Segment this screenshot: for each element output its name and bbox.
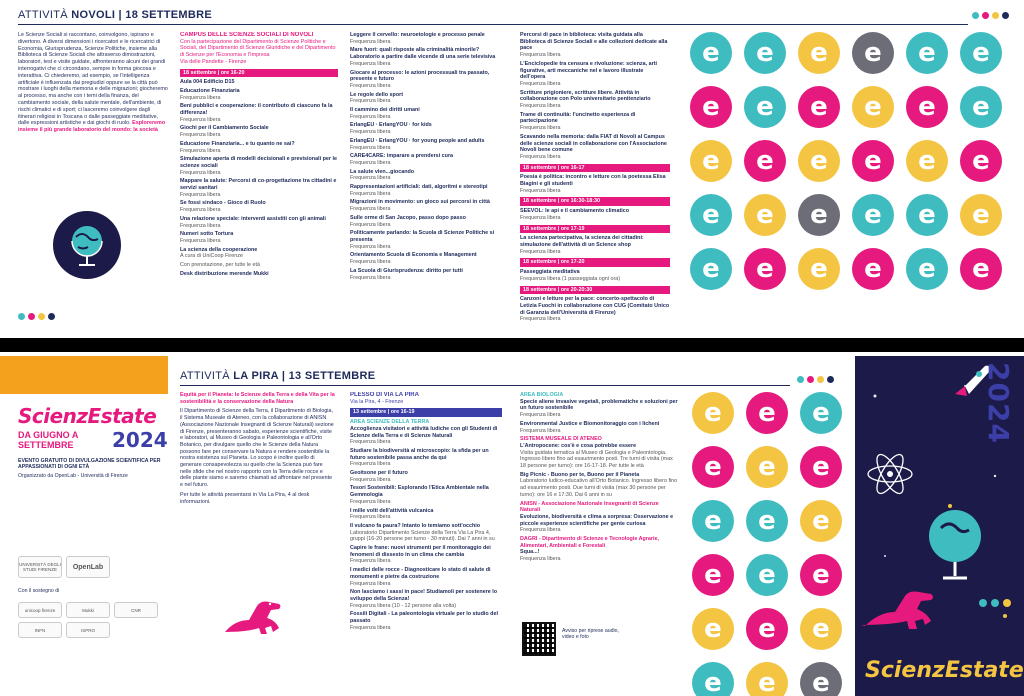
activity-item [180, 178, 338, 198]
activity-title: Squa...! [520, 549, 540, 556]
pattern-circle: e [800, 392, 842, 434]
orange-band [0, 356, 168, 394]
activity-subtitle: Frequenza libera [350, 439, 391, 446]
pattern-circle: e [692, 500, 734, 542]
activity-item [350, 523, 502, 543]
activity-item [180, 103, 338, 123]
pattern-grid [690, 32, 1002, 290]
activity-subtitle: Laboratorio Dipartimento Scienze della Terra Via La Pira 4, gruppi (16-20 persone per turno - 30 minuti). Dai 7 anni in su [350, 529, 495, 543]
unifi-logo: UNIVERSITÀ DEGLI STUDI FIRENZE [18, 556, 62, 578]
activity-subtitle: Frequenza libera [520, 103, 561, 110]
activity-subtitle: Frequenza libera [520, 125, 561, 132]
activity-title: Una relazione speciale: interventi assistiti con gli animali [180, 215, 326, 222]
activity-title: CARE4CARE: imparare a prendersi cura [350, 153, 454, 160]
pattern-circle: e [744, 194, 786, 236]
activity-subtitle: Frequenza libera [520, 527, 561, 534]
lapira-panel [0, 352, 1024, 696]
activity-subtitle: Frequenza libera [520, 187, 561, 194]
activity-subtitle: Frequenza libera (10 - 12 persone alla volta) [350, 602, 457, 609]
brand-dates: DA GIUGNO A SETTEMBRE [18, 430, 78, 450]
pattern-circle: e [800, 554, 842, 596]
pattern-circle: e [746, 608, 788, 650]
novoli-col3-list [350, 32, 505, 322]
activity-subtitle: Frequenza libera [180, 169, 221, 176]
activity-title: Mappare la salute: Percorsi di co-progettazione tra cittadini e servizi sanitari [180, 178, 337, 192]
activity-item [350, 70, 505, 90]
activity-item [520, 61, 670, 88]
activity-subtitle: A cura di UniCoop Firenze [180, 253, 243, 260]
activity-item [520, 443, 680, 470]
activity-title: L'Enciclopedie tra censura e rivoluzione: scienza, arti figurative, arti meccaniche nel e lavoro illustrate dell'opera [520, 60, 657, 81]
lapira-col3: AREA BIOLOGIA Specie aliene invasive vegetali, problematiche e soluzioni per un futuro sostenibile Frequenza libera Environmental Justice e Biomonitoraggio con i licheni Frequenza libera SISTEMA MUSEALE DI ATENEO L'Antropocene: cos'è e cosa potrebbe essere Visita guidata tematica al Museo di Geologia e Paleontologia. Ingresso libero fino ad esaurimento posti. Tre turni di visita (max 18 persone per turno): ore 16-17-18. Per tutte le età Big Picnic - Buono per te, Buono per il Pianeta Laboratorio ludico-educativo all'Orto Botanico. Ingresso libero fino ad esaurimento posti. Due turni di visita (max 30 persone per turno): ore 16 e 17:30. Dai 6 anni in su ANISN - Associazione Nazionale Insegnanti di Scienze Naturali Evoluzione, biodiversità e clima a sorpresa: Osservazione e piccole esperienze scientifiche per gente curiosa Frequenza libera DAGRI - Dipartimento di Scienze e Tecnologie Agrarie, Alimentari, Ambientali e Forestali Squa...! Frequenza libera [520, 392, 680, 622]
sponsor-label: Con il sostegno di [18, 588, 60, 594]
activity-title: Sulle orme di San Jacopo, passo dopo passo [350, 214, 466, 221]
poster-cover [855, 356, 1024, 696]
activity-title: Politicamente parlando: la Scuola di Scienze Politiche si presenta [350, 230, 495, 243]
activity-subtitle: Laboratorio ludico-educativo all'Orto Botanico. Ingresso libero fino ad esaurimento posti. Due turni di visita (max 30 persone per turno): ore 16 e 17:30. Dai 6 anni in su [520, 478, 678, 498]
lapira-header: ATTIVITÀ LA PIRA | 13 SETTEMBRE [180, 370, 376, 382]
activity-item [520, 296, 670, 323]
activity-subtitle: Frequenza libera [180, 94, 221, 101]
activity-title: Poesia è politica: incontro e letture con la poetessa Elisa Biagini e gli studenti [520, 174, 666, 188]
pattern-circle: e [798, 86, 840, 128]
pattern-circle: e [746, 554, 788, 596]
novoli-intro: Le Scienze Sociali si raccontano, coinvolgono, ispirano e divertono. A diversi dimensioni i ricercatori e le ricercatrici di Economia, Giurisprudenza, Scienze Politiche, insieme alla Biblioteca di Scienze Sociali che attraverso dimostrazioni, laboratori, test e visite guidate, affronteranno alcuni dei grandi interrogativi che ci circondano, sempre in forma giocosa e interattiva. Ci chiederemo, ad esempio, se l'intelligenza artificiale è influenzata dai pregiudizi oppure se la città può mostrare i luoghi della memoria e delle migrazioni; giocheremo al processo, ma anche con i temi della finanza, del cambiamento sociale, della salute mentale, dell'ambiente, di rischi climatici e di sport; ci lasceremo coinvolgere dagli itinerari religiosi in Toscana o dalle passeggiate meditative, dalle espressioni artistiche e dai giochi di ruolo. Esploreremo insieme il più grande laboratorio del mondo: la società [18, 32, 168, 134]
pattern-circle: e [690, 140, 732, 182]
activity-subtitle: Frequenza libera [350, 259, 391, 266]
activity-item [350, 611, 502, 631]
activity-subtitle: Visita guidata tematica al Museo di Geologia e Paleontologia. Ingresso libero fino ad esaurimento posti. Tre turni di visita (max 18 persone per turno): ore 16-17-18. Per tutte le età [520, 449, 673, 470]
activity-item [180, 262, 338, 269]
activity-item [350, 470, 502, 483]
pattern-circle: e [800, 446, 842, 488]
activity-item [350, 32, 505, 45]
pattern-circle: e [906, 140, 948, 182]
activity-item [520, 134, 670, 161]
pattern-circle: e [692, 662, 734, 696]
sponsor-logo: ISPRO [66, 622, 110, 638]
activity-title: Il vulcano fa paura? Intanto lo temiamo sott'occhio [350, 522, 481, 529]
pattern-circle: e [690, 248, 732, 290]
activity-item [350, 199, 505, 212]
pattern-circle: e [798, 140, 840, 182]
activity-item [180, 79, 338, 86]
pattern-circle: e [800, 500, 842, 542]
activity-item [520, 208, 670, 221]
activity-title: SEEVOL: le api e il cambiamento climatico [520, 208, 630, 215]
activity-subtitle: Con prenotazione, per tutte le età [180, 262, 261, 269]
pattern-circle: e [744, 86, 786, 128]
activity-subtitle: Frequenza libera (1 passeggiata ogni ora) [520, 275, 621, 282]
pattern-circle: e [960, 194, 1002, 236]
lapira-intro: Equità per il Pianeta: le Scienze della Terra e della Vita per la sostenibilità e la conservazione della Natura Il Dipartimento di Scienze della Terra, il Dipartimento di Biologia, il Sistema Museale di Ateneo, con la collaborazione di ANISN (Associazione Nazionale Insegnanti di Scienze Naturali) sezione di Firenze, presenteranno sabato, esperienze scientifiche, visite e laboratori, al Museo di Geologia e Paleontologia e all'Orto Botanico, per divulgare quello che le Scienze della Natura possono fare per conservare la Natura e rendere sostenibile la nostra esistenza sul Pianeta. Lo scopo è inoltre quello di generare consapevolezza su quello che la Scienza può fare nelle sfide che nel nostro rapporto con la Terra delle rocce e delle piante siamo e saremo chiamati ad affrontare nel presente e nel futuro. Per tutte le attività presentarsi in Via La Pira, 4 al desk informazioni. [180, 392, 335, 505]
activity-title: Giochi per il Cambiamento Sociale [180, 125, 269, 132]
poster-year: 2024 [982, 362, 1015, 444]
activity-subtitle: Frequenza libera [180, 207, 221, 214]
activity-title: La scienza partecipativa, la scienza dei cittadini: simulazione dell'attività di un Science shop [520, 235, 644, 248]
activity-title: L'Antropocene: cos'è e cosa potrebbe essere [520, 442, 637, 449]
pattern-circle: e [906, 32, 948, 74]
pattern-circle: e [692, 392, 734, 434]
pattern-circle: e [744, 140, 786, 182]
pattern-circle: e [798, 32, 840, 74]
pattern-circle: e [690, 86, 732, 128]
activity-item [520, 549, 680, 562]
activity-title: Le regole dello sport [350, 91, 404, 98]
poster-brand: ScienzEstate [865, 658, 1024, 683]
activity-subtitle: Frequenza libera [350, 558, 391, 565]
activity-item [180, 141, 338, 154]
pattern-circle: e [746, 662, 788, 696]
activity-title: Specie aliene invasive vegetali, problematiche e soluzioni per un futuro sostenibile [520, 398, 678, 412]
activity-subtitle: Frequenza libera [520, 427, 561, 434]
pattern-circle: e [744, 32, 786, 74]
activity-item [520, 235, 670, 255]
activity-subtitle: Frequenza libera [520, 412, 561, 419]
activity-subtitle: Frequenza libera [180, 147, 221, 154]
activity-title: Leggere il cervello: neuroetologie e processo penale [350, 32, 485, 38]
pattern-circle: e [744, 248, 786, 290]
activity-item [350, 184, 505, 197]
activity-title: I mille volti dell'attività vulcanica [350, 507, 434, 514]
activity-title: Educazione Finanziaria [180, 87, 240, 94]
activity-item [350, 448, 502, 468]
sponsor-logo: INFN [18, 622, 62, 638]
activity-title: Non lasciamo i sassi in pace! Studiamoli per sostenere lo sviluppo della Scienza! [350, 589, 498, 602]
activity-item [350, 153, 505, 166]
qr-code[interactable] [522, 622, 556, 656]
brand-logo: ScienzEstate [18, 404, 157, 428]
color-dots [972, 12, 1009, 19]
activity-title: Mare fuori: quali risposte alla criminalità minorile? Laboratorio a partire dalle vicende di una serie televisiva [350, 47, 496, 61]
activity-subtitle: Frequenza libera [350, 98, 391, 105]
activity-item [520, 472, 680, 499]
pattern-circle: e [690, 194, 732, 236]
qr-caption: Avviso per riprese audio, video e foto [562, 628, 619, 641]
activity-item [180, 231, 338, 244]
pattern-circle: e [692, 608, 734, 650]
activity-subtitle: Frequenza libera [180, 132, 221, 139]
activity-subtitle: Frequenza libera [350, 514, 391, 521]
activity-title: Scavando nella memoria: dalla FIAT di Novoli al Campus delle scienze sociali in collaborazione con l'Associazione Novoli bene comune [520, 133, 667, 154]
activity-item [350, 589, 502, 609]
pattern-grid [692, 392, 842, 696]
activity-item [350, 138, 505, 151]
novoli-header: ATTIVITÀ NOVOLI | 18 SETTEMBRE [18, 9, 213, 21]
novoli-col4: Percorsi di pace in biblioteca: visita guidata alla Biblioteca di Scienze Sociali e alle collezioni dedicate alla pace Frequenza libera L'Enciclopedie tra censura e rivoluzione: scienza, arti figurative, arti meccaniche nel e lavoro illustrate dell'opera Frequenza libera Scritture prigioniere, scritture libere. Attività in collaborazione con Polo universitario penitenziario Frequenza libera Trame di continuità: l'uncinetto esperienza di partecipazione Frequenza libera Scavando nella memoria: dalla FIAT di Novoli al Campus delle scienze sociali in collaborazione con l'Associazione Novoli bene comune Frequenza libera 18 settembre | ore 16-17 Poesia è politica: incontro e letture con la poetessa Elisa Biagini e gli studenti Frequenza libera 18 settembre | ore 16:30-18:30 SEEVOL: le api e il cambiamento climatico Frequenza libera 18 settembre | ore 17-19 La scienza partecipativa, la scienza dei cittadini: simulazione dell'attività di un Science shop Frequenza libera 18 settembre | ore 17-20 Passeggiata meditativa Frequenza libera (1 passeggiata ogni ora) 18 settembre | ore 20-20:30 Canzoni e letture per la pace: concerto-spettacolo di Letizia Fuochi in collaborazione con CUG (Comitato Unico di Garanzia dell'Università di Firenze) Frequenza libera [520, 32, 670, 323]
sponsor-logo: Mukki [66, 602, 110, 618]
activity-title: Migrazioni in movimento: un gioco sui percorsi in città [350, 199, 490, 206]
activity-title: Scritture prigioniere, scritture libere. Attività in collaborazione con Polo universitario penitenziario [520, 89, 651, 103]
activity-title: Evoluzione, biodiversità e clima a sorpresa: Osservazione e piccole esperienze scientifiche per gente curiosa [520, 513, 674, 527]
pattern-circle: e [692, 554, 734, 596]
activity-title: Beni pubblici e cooperazione: il contributo di ciascuno fa la differenza! [180, 103, 333, 117]
activity-item [180, 125, 338, 138]
activity-subtitle: Frequenza libera [350, 476, 391, 483]
activity-title: ErlangEU · ErlangYOU · for young people and adults [350, 137, 485, 144]
pattern-circle: e [692, 446, 734, 488]
activity-item [350, 508, 502, 521]
activity-subtitle: Frequenza libera [350, 274, 391, 281]
pattern-circle: e [852, 86, 894, 128]
activity-title: La scienza della cooperazione [180, 246, 258, 253]
header-rule [18, 24, 968, 25]
activity-item [350, 545, 502, 565]
activity-subtitle: Frequenza libera [520, 248, 561, 255]
pattern-circle: e [906, 248, 948, 290]
sponsor-logo: CNR [114, 602, 158, 618]
activity-subtitle: Frequenza libera [350, 159, 391, 166]
activity-item [350, 230, 505, 250]
activity-subtitle: Frequenza libera [350, 129, 391, 136]
pattern-circle: e [852, 248, 894, 290]
pattern-circle: e [798, 248, 840, 290]
activity-title: Il cammino dei diritti umani [350, 107, 420, 114]
activity-item [520, 269, 670, 282]
activity-title: Numeri sotto Tortura [180, 231, 234, 238]
activity-subtitle: Frequenza libera [180, 222, 221, 229]
pattern-circle: e [906, 194, 948, 236]
pattern-circle: e [960, 248, 1002, 290]
activity-item [180, 271, 338, 278]
activity-subtitle: Frequenza libera [350, 206, 391, 213]
activity-title: Desk distribuzione merende Mukki [180, 270, 269, 277]
activity-subtitle: Frequenza libera [520, 556, 561, 563]
activity-item [180, 200, 338, 213]
pattern-circle: e [852, 140, 894, 182]
pattern-circle: e [960, 32, 1002, 74]
color-dots-bottom [18, 313, 55, 320]
activity-item [350, 169, 505, 182]
sponsor-logo: unicoop firenze [18, 602, 62, 618]
color-dots [797, 376, 834, 383]
activity-title: Tesori Sostenibili: Esplorando l'Etica Ambientale nella Gemmologia [350, 485, 489, 499]
pattern-circle: e [798, 194, 840, 236]
pattern-circle: e [906, 86, 948, 128]
activity-title: Educazione Finanziaria... e tu quanto ne sai? [180, 140, 295, 147]
activity-title: Studiare la biodiversità al microscopio: la sfida per un futuro sostenibile passa anche da qui [350, 447, 489, 461]
activity-item [520, 112, 670, 132]
activity-title: Trame di continuità: l'uncinetto esperienza di partecipazione [520, 111, 636, 125]
activity-item [520, 174, 670, 194]
activity-subtitle: Frequenza libera [350, 175, 391, 182]
pattern-circle: e [960, 86, 1002, 128]
time-bar: 18 settembre | ore 16-20 [180, 69, 338, 78]
activity-subtitle: Frequenza libera [520, 153, 561, 160]
activity-item [520, 32, 670, 59]
brand-year: 2024 [112, 428, 168, 452]
globe-icon [52, 210, 122, 280]
activity-title: Big Picnic - Buono per te, Buono per il Pianeta [520, 471, 640, 478]
pattern-circle: e [800, 608, 842, 650]
activity-item [180, 247, 338, 260]
lapira-col2: PLESSO DI VIA LA PIRA Via la Pira, 4 - Firenze 13 settembre | ore 16-19 AREA SCIENZE DELLA TERRA Accoglienza visitatori e attività ludiche con gli Studenti di Scienze della Terra e di Scienze Naturali Frequenza libera Studiare la biodiversità al microscopio: la sfida per un futuro sostenibile passa anche da qui Frequenza libera Geoitsone per il futuro Frequenza libera Tesori Sostenibili: Esplorando l'Etica Ambientale nella Gemmologia Frequenza libera I mille volti dell'attività vulcanica Frequenza libera Il vulcano fa paura? Intanto lo temiamo sott'occhio Laboratorio Dipartimento Scienze della Terra Via La Pira 4, gruppi (16-20 persone per turno - 30 minuti). Dai 7 anni in su Capire le frane: nuovi strumenti per il monitoraggio dei fenomeni di dissesto in un clima che cambia Frequenza libera I medici delle rocce - Diagnosticare lo stato di salute di monumenti e pietre da costruzione Frequenza libera Non lasciamo i sassi in pace! Studiamoli per sostenere lo sviluppo della Scienza! Frequenza libera (10 - 12 persone alla volta) Fossili Digitali - La paleontologia virtuale per lo studio del passato Frequenza libera [350, 392, 502, 692]
header-rule [180, 385, 790, 386]
pattern-circle: e [960, 140, 1002, 182]
activity-title: Environmental Justice e Biomonitoraggio con i licheni [520, 420, 660, 427]
activity-item [350, 426, 502, 446]
activity-subtitle: Frequenza libera [350, 190, 391, 197]
activity-item [350, 107, 505, 120]
activity-title: Orientamento Scuola di Economia e Management [350, 252, 477, 259]
activity-item [520, 399, 680, 419]
activity-subtitle: Frequenza libera [350, 113, 391, 120]
activity-title: Fossili Digitali - La paleontologia virtuale per lo studio del passato [350, 611, 498, 625]
activity-title: Capire le frane: nuovi strumenti per il monitoraggio dei fenomeni di dissesto in un clima che cambia [350, 545, 491, 558]
activity-title: La salute vien...giocando [350, 168, 415, 175]
activity-title: La Scuola di Giurisprudenza: diritto per tutti [350, 267, 463, 274]
activity-item [520, 421, 680, 434]
activity-item [520, 514, 680, 534]
pattern-circle: e [690, 32, 732, 74]
openlab-logo: OpenLab [66, 556, 110, 578]
activity-title: Geoitsone per il futuro [350, 470, 408, 477]
event-desc: EVENTO GRATUITO DI DIVULGAZIONE SCIENTIFICA PER APPASSIONATI DI OGNI ETÀ [18, 458, 161, 471]
activity-item [350, 47, 505, 67]
activity-item [350, 252, 505, 265]
activity-subtitle: Frequenza libera [350, 243, 391, 250]
activity-subtitle: Frequenza libera [350, 38, 391, 45]
organizer: Organizzato da OpenLab - Università di Firenze [18, 473, 128, 479]
sponsor-logos [18, 602, 168, 638]
pattern-circle: e [746, 446, 788, 488]
activity-subtitle: Frequenza libera [520, 52, 561, 59]
activity-subtitle: Frequenza libera [520, 316, 561, 323]
novoli-panel [0, 0, 1024, 338]
activity-item [350, 485, 502, 505]
activity-item [520, 90, 670, 110]
activity-title: Percorsi di pace in biblioteca: visita guidata alla Biblioteca di Scienze Sociali e alle collezioni dedicate alla pace [520, 32, 668, 52]
activity-subtitle: Frequenza libera [180, 237, 221, 244]
activity-subtitle: Frequenza libera [180, 116, 221, 123]
activity-subtitle: Frequenza libera [350, 498, 391, 505]
activity-item [350, 92, 505, 105]
activity-subtitle: Frequenza libera [350, 580, 391, 587]
activity-item [350, 122, 505, 135]
activity-subtitle: Frequenza libera [350, 624, 391, 631]
activity-item [180, 88, 338, 101]
activity-item [350, 215, 505, 228]
activity-title: Aula 004 Edificio D15 [180, 79, 235, 86]
activity-subtitle: Frequenza libera [350, 60, 391, 67]
activity-title: Giocare al processo: le azioni processuali tra passato, presente e futuro [350, 69, 490, 83]
novoli-col2-list [180, 79, 338, 277]
pattern-circle: e [746, 392, 788, 434]
activity-title: ErlangEU · ErlangYOU · for kids [350, 122, 432, 129]
dinosaur-icon [220, 592, 300, 642]
pattern-circle: e [852, 194, 894, 236]
activity-subtitle: Frequenza libera [180, 191, 221, 198]
activity-title: Passeggiata meditativa [520, 269, 580, 276]
activity-title: Simulazione aperta di modelli decisionali e previsionali per le scienze sociali [180, 156, 337, 169]
activity-item [180, 216, 338, 229]
pattern-circle: e [800, 662, 842, 696]
activity-subtitle: Frequenza libera [350, 144, 391, 151]
activity-title: Canzoni e letture per la pace: concerto-spettacolo di Letizia Fuochi in collaborazione con CUG (Comitato Unico di Garanzia dell'Università di Firenze) [520, 296, 670, 316]
activity-item [350, 268, 505, 281]
pattern-circle: e [852, 32, 894, 74]
activity-subtitle: Frequenza libera [350, 221, 391, 228]
activity-subtitle: Frequenza libera [520, 214, 561, 221]
activity-item [180, 156, 338, 176]
novoli-campus-column: CAMPUS DELLE SCIENZE SOCIALI DI NOVOLI Con la partecipazione del Dipartimento di Scienze Politiche e Sociali, del Dipartimento di Scienze Giuridiche e del Dipartimento di Scienze per l'Economia e l'Impresa Via delle Pandette - Firenze 18 settembre | ore 16-20 Aula 004 Edificio D15 Educazione Finanziaria Frequenza libera Beni pubblici e cooperazione: il contributo di ciascuno fa la differenza! Frequenza libera Giochi per il Cambiamento Sociale Frequenza libera Educazione Finanziaria... e tu quanto ne sai? Frequenza libera Simulazione aperta di modelli decisionali e previsionali per le scienze sociali Frequenza libera Mappare la salute: Percorsi di co-progettazione tra cittadini e servizi sanitari Frequenza libera Se fossi sindaco - Gioco di Ruolo Frequenza libera Una relazione speciale: interventi assistiti con gli animali Frequenza libera Numeri sotto Tortura Frequenza libera La scienza della cooperazione A cura di UniCoop Firenze Con prenotazione, per tutte le età Desk distribuzione merende Mukki [180, 32, 337, 277]
activity-subtitle: Frequenza libera [520, 80, 561, 87]
activity-title: Rappresentazioni artificiali: dati, algoritmi e stereotipi [350, 184, 488, 191]
activity-title: Accoglienza visitatori e attività ludiche con gli Studenti di Scienze della Terra e di Scienze Naturali [350, 425, 498, 439]
activity-subtitle: Frequenza libera [350, 82, 391, 89]
activity-title: I medici delle rocce - Diagnosticare lo stato di salute di monumenti e pietre da costruzione [350, 567, 491, 580]
activity-item [350, 567, 502, 587]
activity-title: Se fossi sindaco - Gioco di Ruolo [180, 200, 266, 207]
activity-subtitle: Frequenza libera [350, 461, 391, 468]
pattern-circle: e [746, 500, 788, 542]
